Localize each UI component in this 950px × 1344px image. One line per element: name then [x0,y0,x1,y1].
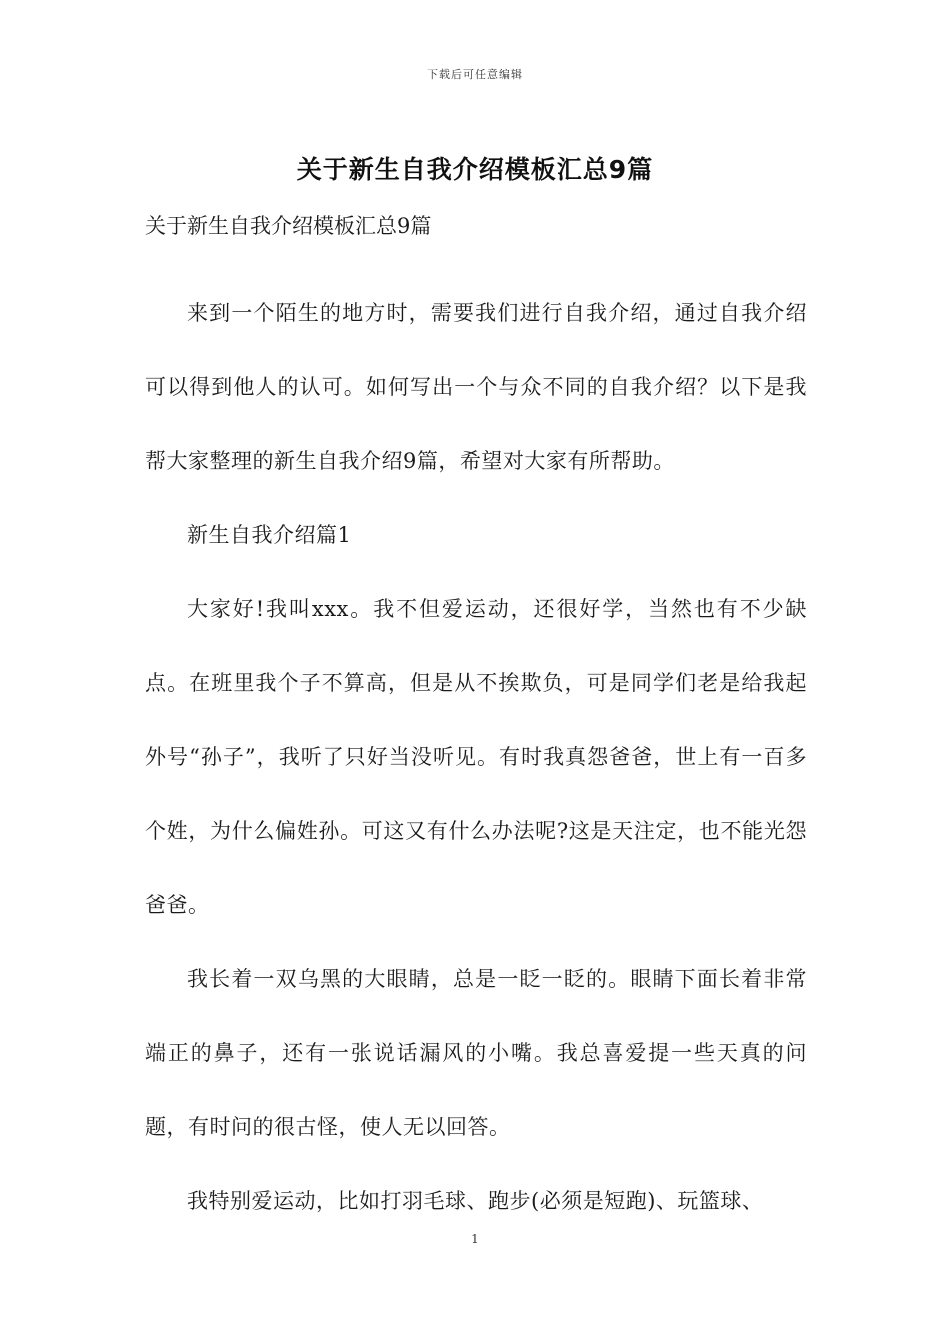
paragraph: 大家好!我叫xxx。我不但爱运动，还很好学，当然也有不少缺点。在班里我个子不算高，但是从不挨欺负，可是同学们老是给我起外号“孙子”，我听了只好当没听见。有时我真怨爸爸，世上有一百多个姓，为什么偏姓孙。可这又有什么办法呢?这是天注定，也不能光怨爸爸。 [145,597,807,917]
paragraph-intro: 来到一个陌生的地方时，需要我们进行自我介绍，通过自我介绍可以得到他人的认可。如何写出一个与众不同的自我介绍？以下是我帮大家整理的新生自我介绍9篇，希望对大家有所帮助。 [145,301,807,473]
document-body [145,276,807,1238]
document-subtitle: 关于新生自我介绍模板汇总9篇 [145,214,432,238]
header-note: 下载后可任意编辑 [427,68,523,81]
page-number: 1 [471,1232,479,1246]
section-heading: 新生自我介绍篇1 [187,523,352,547]
document-title: 关于新生自我介绍模板汇总9篇 [296,155,654,184]
paragraph: 我特别爱运动，比如打羽毛球、跑步(必须是短跑)、玩篮球、 [187,1189,764,1213]
paragraph: 我长着一双乌黑的大眼睛，总是一眨一眨的。眼睛下面长着非常端正的鼻子，还有一张说话漏风的小嘴。我总喜爱提一些天真的问题，有时问的很古怪，使人无以回答。 [145,967,807,1139]
